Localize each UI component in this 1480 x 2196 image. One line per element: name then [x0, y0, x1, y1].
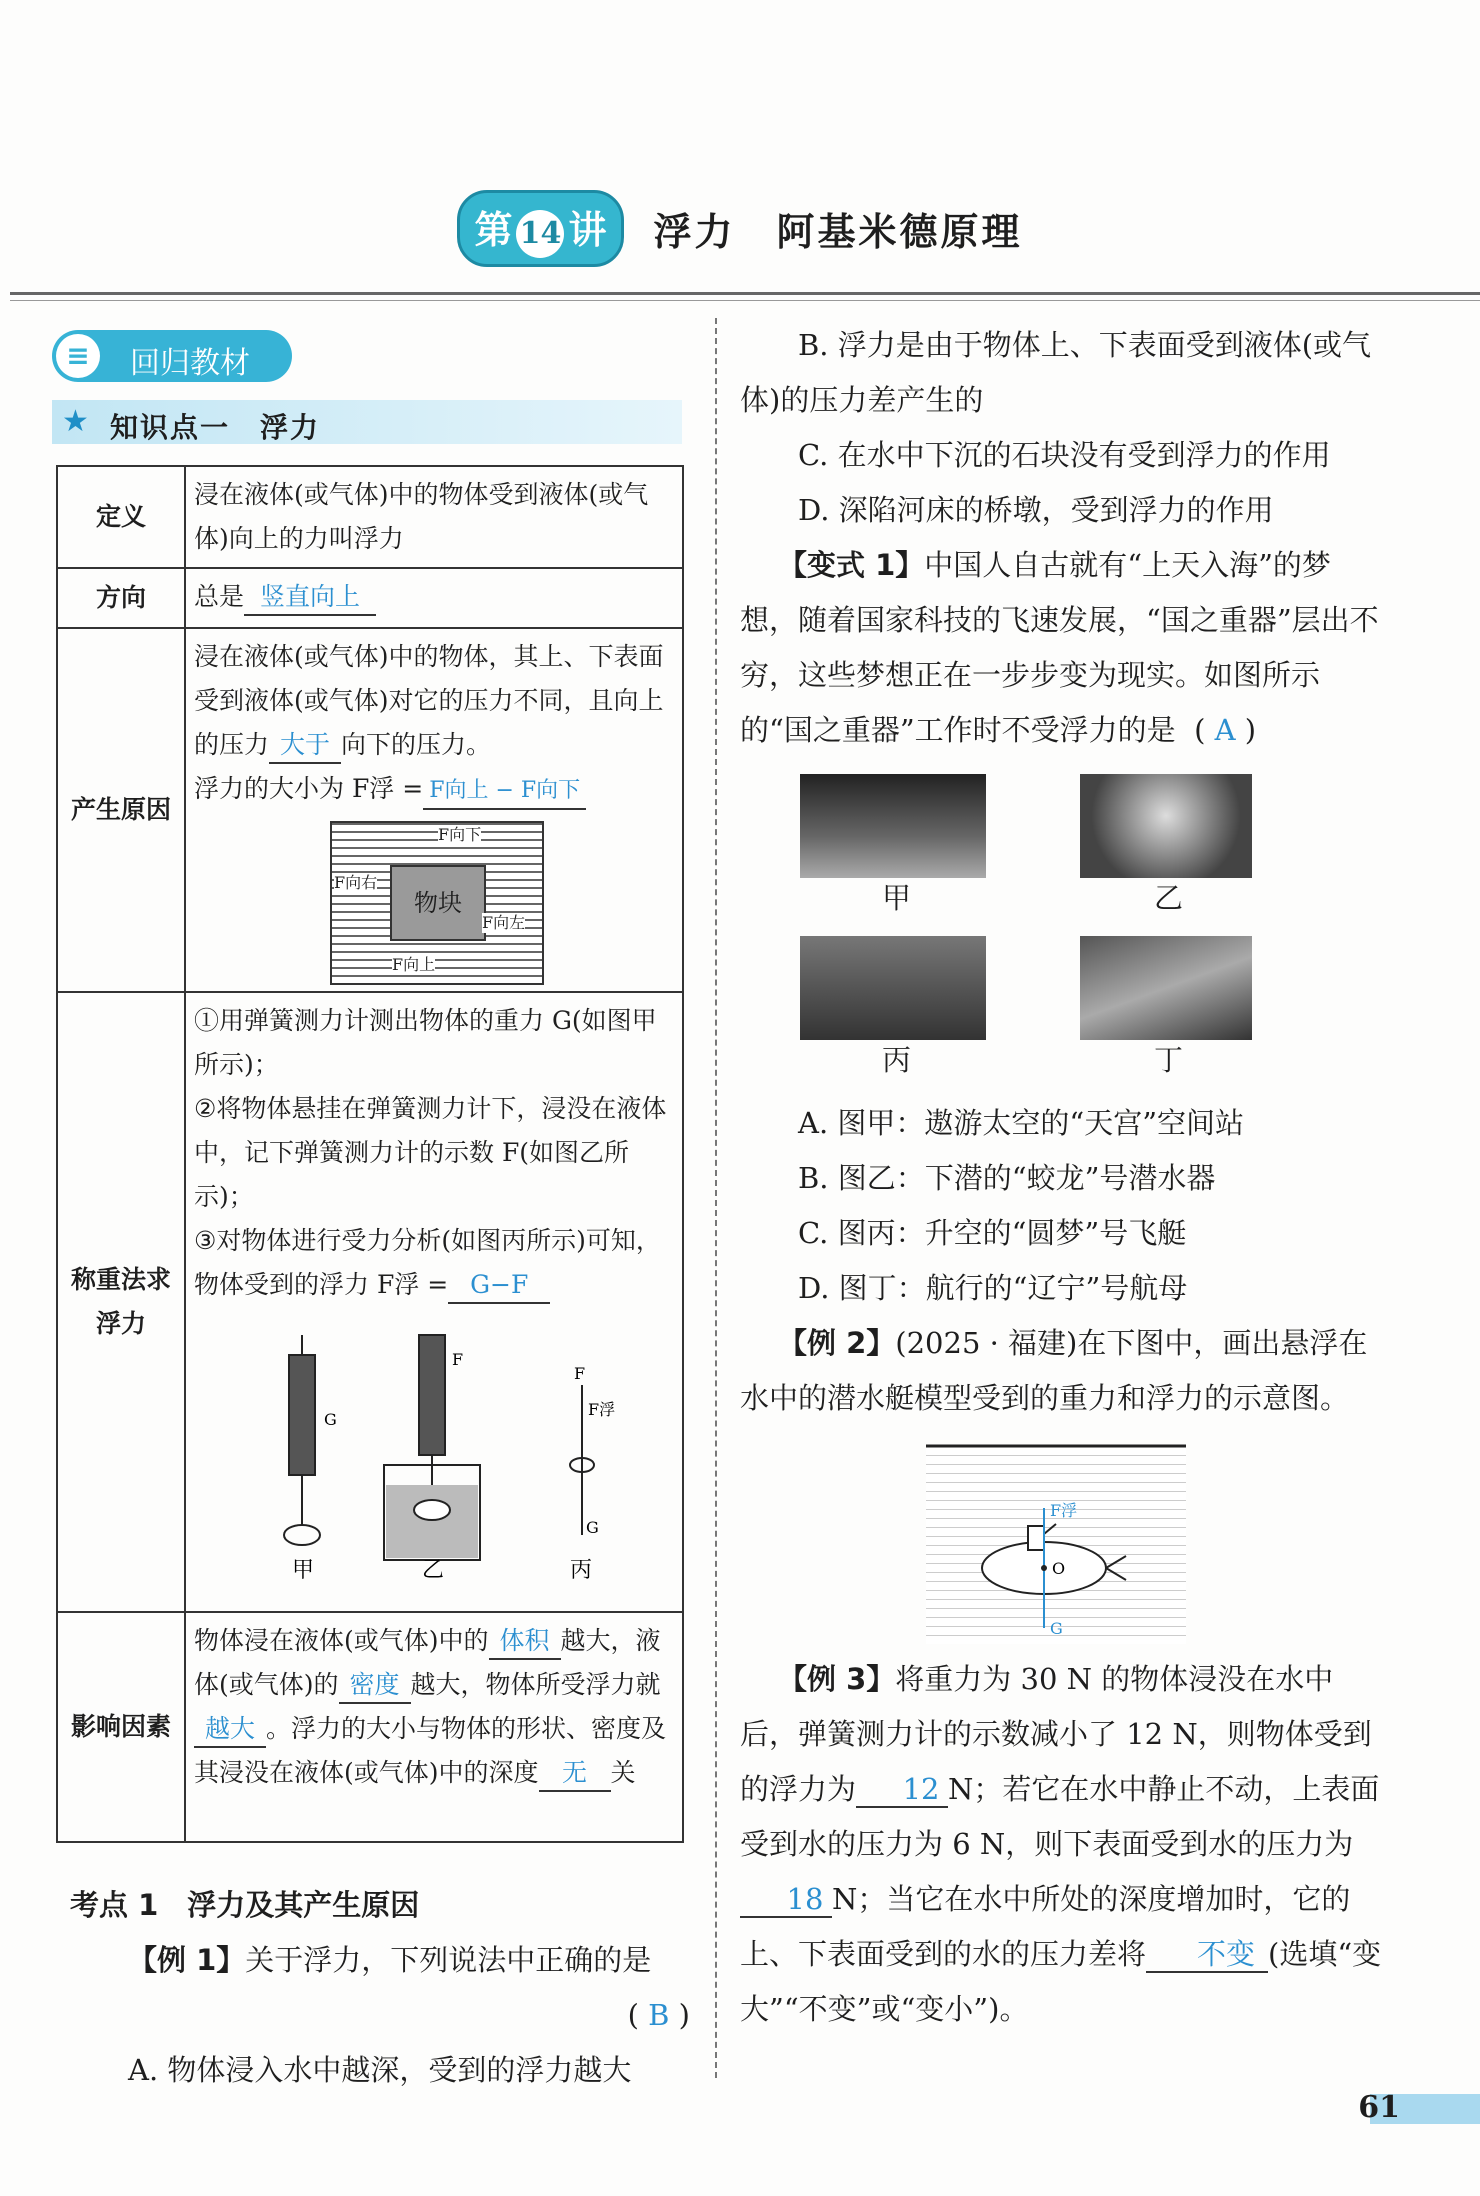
spring-scale-diagram: [194, 1315, 654, 1585]
table-row: 影响因素 物体浸在液体(或气体)中的 体积 越大，液体(或气体)的 密度 越大，物体所受浮力就越大 。浮力的大小与物体的形状、密度及其浸没在液体(或气体)中的深度 无 关: [57, 1612, 683, 1842]
table-row: 产生原因 浸在液体(或气体)中的物体，其上、下表面受到液体(或气体)对它的压力不同，且向上的压力 大于 向下的压力。 浮力的大小为 F浮 = F向上 − F向下 物块 F向下 F向上 F向右 F向左: [57, 628, 683, 992]
knowledge-heading: ★ 知识点一 浮力: [52, 400, 682, 444]
photo-space-station: [800, 774, 986, 878]
submarine-diagram: [926, 1444, 1186, 1644]
svg-text:F: F: [452, 1350, 464, 1369]
option-b: B. 浮力是由于物体上、下表面受到液体(或气体)的压力差产生的: [740, 328, 1372, 417]
section-label: 回归教材: [130, 346, 250, 381]
svg-text:G: G: [324, 1410, 337, 1429]
svg-text:乙: 乙: [422, 1558, 445, 1583]
table-row: 方向 总是 竖直向上: [57, 568, 683, 628]
option-d: D. 图丁：航行的“辽宁”号航母: [798, 1271, 1188, 1305]
star-icon: ★: [62, 404, 89, 439]
svg-text:甲: 甲: [292, 1558, 315, 1583]
answer-blank: 密度: [339, 1668, 411, 1704]
lecture-badge: 第 14 讲: [457, 190, 623, 267]
photo-airship: [800, 936, 986, 1040]
knowledge-table: [56, 465, 684, 1843]
photo-submersible: [1080, 774, 1252, 878]
answer-blank: 大于: [269, 728, 341, 764]
table-row: [57, 466, 683, 568]
page-number: 61: [1358, 2090, 1400, 2125]
option-c: C. 图丙：升空的“圆梦”号飞艇: [798, 1216, 1187, 1250]
svg-text:F浮: F浮: [1050, 1501, 1078, 1520]
list-icon: ≡: [56, 334, 100, 378]
right-column: B. 浮力是由于物体上、下表面受到液体(或气体)的压力差产生的 C. 在水中下沉的石块没有受到浮力的作用 D. 深陷河床的桥墩，受到浮力的作用 【变式 1】中国人自古就有“上天入海”的梦想，随着国家科技的飞速发展，“国之重器”层出不穷，这些梦想正在一步步变为现实。如图所示的“国之重器”工作时不受浮力的是 ( A ) 甲 乙 丙 丁 A. 图甲：遨游太空的“天宫”空间站 B. 图乙：下潜的“蛟龙”号潜水器 C. 图丙：升空的“圆梦”号飞艇 D. 图丁：航行的“辽宁”号航母 【例 2】(2025 · 福建)在下图中，画出悬浮在水中的潜水艇模型受到的重力和浮力的示意图。 F浮 O G 【例 3】将重力为 30 N 的物体浸没在水中后，弹簧测力计的示数减小了 12 N，则物体受到的浮力为 12 N；若它在水中静止不动，上表面受到水的压力为 6 N，则下表面受到水的压力为18 N；当它在水中所处的深度增加时，它的上、下表面受到的水的压力差将 不变 (选填“变大”“不变”或“变小”)。: [740, 318, 1385, 2037]
option-a: A. 物体浸入水中越深，受到的浮力越大: [128, 2053, 632, 2087]
svg-text:F浮: F浮: [588, 1400, 616, 1419]
svg-text:丙: 丙: [570, 1558, 593, 1583]
answer-blank: 越大: [194, 1712, 266, 1748]
option-b: B. 图乙：下潜的“蛟龙”号潜水器: [798, 1161, 1216, 1195]
row-head: 定义: [57, 466, 185, 568]
answer: B: [648, 1998, 670, 2032]
answer-blank: 竖直向上: [244, 580, 376, 616]
row-body: 浸在液体(或气体)中的物体受到液体(或气体)向上的力叫浮力: [185, 466, 683, 568]
option-c: C. 在水中下沉的石块没有受到浮力的作用: [798, 438, 1331, 472]
answer-blank: 不变: [1146, 1937, 1268, 1973]
left-questions: 考点 1 浮力及其产生原因 【例 1】关于浮力，下列说法中正确的是 ( B ) A. 物体浸入水中越深，受到的浮力越大: [70, 1878, 690, 2098]
table-row: 称重法求浮力 ①用弹簧测力计测出物体的重力 G(如图甲所示)； ②将物体悬挂在弹簧测力计下，浸没在液体中，记下弹簧测力计的示数 F(如图乙所示)； ③对物体进行受力分析(如图丙所示)可知，物体受到的浮力 F浮 = G−F G F F F浮 G 甲 乙 丙: [57, 992, 683, 1612]
kaodian-heading: 考点 1 浮力及其产生原因: [70, 1888, 420, 1922]
option-a: A. 图甲：遨游太空的“天宫”空间站: [798, 1106, 1245, 1140]
svg-text:O: O: [1052, 1559, 1066, 1578]
answer-blank: F向上 − F向下: [423, 774, 586, 810]
answer: A: [1214, 713, 1236, 747]
column-divider: [715, 318, 717, 2078]
answer-blank: 无: [539, 1756, 611, 1792]
answer-blank: 18: [740, 1882, 832, 1918]
page-title: [0, 190, 1480, 260]
svg-text:G: G: [1050, 1619, 1063, 1638]
section-pill: [52, 330, 292, 382]
answer-blank: 12: [856, 1772, 948, 1808]
header-rule: [10, 292, 1480, 301]
pressure-diagram: 物块 F向下 F向上 F向右 F向左: [330, 821, 544, 985]
svg-text:F: F: [574, 1364, 586, 1383]
svg-text:G: G: [586, 1518, 599, 1537]
option-d: D. 深陷河床的桥墩，受到浮力的作用: [798, 493, 1274, 527]
answer-blank: 体积: [489, 1624, 561, 1660]
answer-blank: G−F: [448, 1268, 550, 1304]
lecture-title: 浮力 阿基米德原理: [653, 210, 1023, 254]
photo-grid: 甲 乙 丙 丁: [740, 766, 1385, 1096]
photo-carrier: [1080, 936, 1252, 1040]
block: 物块: [390, 865, 486, 941]
